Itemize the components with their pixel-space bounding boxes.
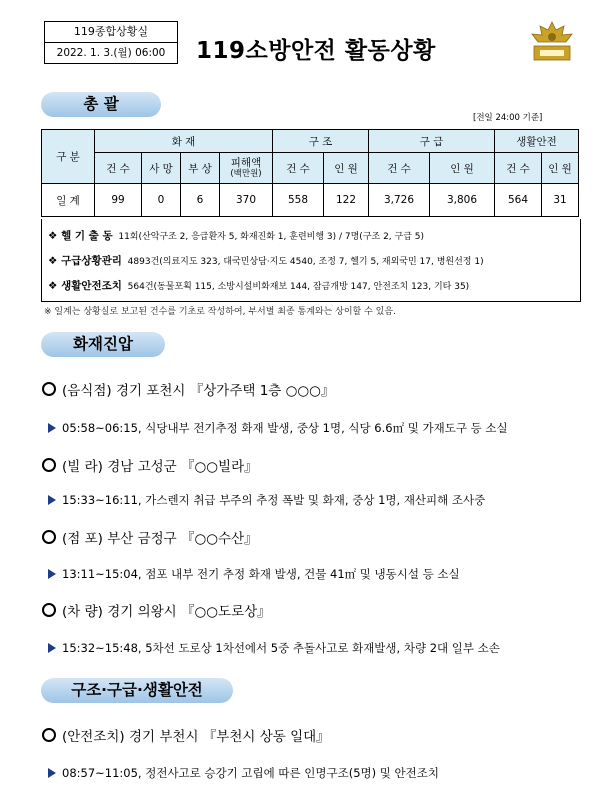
- fire-cases: 99: [95, 184, 142, 217]
- col-fire-deaths: 사 망: [142, 153, 181, 184]
- ems-cases: 3,726: [369, 184, 430, 217]
- note-label: ❖ 헬 기 출 동: [48, 230, 113, 242]
- circle-bullet-icon: [42, 603, 56, 617]
- summary-table: [41, 129, 579, 217]
- group-ems: 구 급: [369, 130, 495, 153]
- note-helicopter: [48, 228, 424, 243]
- circle-bullet-icon: [42, 382, 56, 396]
- list-item-detail: [48, 566, 460, 582]
- rescue-cases: 558: [273, 184, 324, 217]
- note-label: ❖ 생활안전조치: [48, 280, 122, 292]
- group-safety: 생활안전: [495, 130, 579, 153]
- item-title: (차 량) 경기 의왕시 『○○도로상』: [62, 604, 271, 620]
- col-safety-cases: 건 수: [495, 153, 542, 184]
- row-label: 일 계: [42, 184, 95, 217]
- triangle-bullet-icon: [48, 423, 56, 433]
- list-item: [42, 725, 330, 745]
- safety-cases: 564: [495, 184, 542, 217]
- list-item-detail: [48, 492, 485, 508]
- basis-time: [전일 24:00 기준]: [473, 113, 543, 123]
- col-rescue-cases: 건 수: [273, 153, 324, 184]
- note-text: 564건(동물포획 115, 소방시설비화재보 144, 잠금개방 147, 안전조치 123, 기타 35): [127, 282, 470, 292]
- list-item: [42, 600, 271, 620]
- list-item-detail: [48, 765, 439, 781]
- circle-bullet-icon: [42, 530, 56, 544]
- col-fire-damage: [220, 153, 273, 184]
- item-detail: 13:11~15:04, 점포 내부 전기 추정 화재 발생, 건물 41㎡ 및 냉동시설 등 소실: [62, 567, 460, 581]
- item-detail: 15:33~16:11, 가스렌지 취급 부주의 추정 폭발 및 화재, 중상 1명, 재산피해 조사중: [62, 493, 486, 507]
- item-detail: 08:57~11:05, 정전사고로 승강기 고립에 따른 인명구조(5명) 및 안전조치: [62, 766, 439, 780]
- col-fire-damage-label: 피해액: [230, 157, 262, 169]
- page-title: 119소방안전 활동상황: [196, 38, 436, 64]
- report-header-box: [44, 21, 178, 64]
- item-title: (안전조치) 경기 부천시 『부천시 상동 일대』: [62, 729, 330, 745]
- table-row: [42, 184, 579, 217]
- list-item-detail: [48, 420, 508, 436]
- note-ems-management: [48, 253, 484, 268]
- item-detail: 05:58~06:15, 식당내부 전기추정 화재 발생, 중상 1명, 식당 6.6㎡ 및 가재도구 등 소실: [62, 421, 508, 435]
- col-safety-persons: 인 원: [542, 153, 579, 184]
- note-safety-actions: [48, 278, 469, 293]
- fire-damage: 370: [220, 184, 273, 217]
- item-title: (빌 라) 경남 고성군 『○○빌라』: [62, 459, 258, 475]
- item-title: (음식점) 경기 포천시 『상가주택 1층 ○○○』: [62, 383, 335, 399]
- circle-bullet-icon: [42, 458, 56, 472]
- summary-notes: [41, 219, 581, 302]
- item-detail: 15:32~15:48, 5차선 도로상 1차선에서 5중 추돌사고로 화재발생, 차량 2대 일부 소손: [62, 641, 500, 655]
- col-fire-cases: 건 수: [95, 153, 142, 184]
- triangle-bullet-icon: [48, 495, 56, 505]
- triangle-bullet-icon: [48, 768, 56, 778]
- col-ems-cases: 건 수: [369, 153, 430, 184]
- group-rescue: 구 조: [273, 130, 369, 153]
- list-item: [42, 379, 334, 399]
- note-label: ❖ 구급상황관리: [48, 255, 122, 267]
- office-name: 119종합상황실: [73, 25, 149, 38]
- rescue-persons: 122: [324, 184, 369, 217]
- circle-bullet-icon: [42, 728, 56, 742]
- fire-section-heading: 화재진압: [41, 332, 165, 357]
- col-fire-injuries: 부 상: [181, 153, 220, 184]
- note-text: 4893건(의료지도 323, 대국민상담·지도 4540, 조정 7, 헬기 5, 재외국민 17, 병원선정 1): [127, 257, 484, 267]
- group-fire: 화 재: [95, 130, 273, 153]
- rescue-section-heading: 구조·구급·생활안전: [41, 678, 233, 703]
- safety-persons: 31: [542, 184, 579, 217]
- col-rescue-persons: 인 원: [324, 153, 369, 184]
- col-fire-damage-unit: (백만원): [230, 169, 262, 179]
- fire-injuries: 6: [181, 184, 220, 217]
- report-datetime: 2022. 1. 3.(월) 06:00: [45, 42, 177, 63]
- triangle-bullet-icon: [48, 569, 56, 579]
- col-ems-persons: 인 원: [430, 153, 495, 184]
- triangle-bullet-icon: [48, 643, 56, 653]
- row-label-header: 구 분: [42, 130, 95, 184]
- fire-agency-emblem-icon: [528, 20, 576, 66]
- item-title: (점 포) 부산 금정구 『○○수산』: [62, 531, 258, 547]
- summary-heading: 총 괄: [41, 92, 161, 117]
- list-item: [42, 455, 258, 475]
- list-item: [42, 527, 258, 547]
- footnote: ※ 일계는 상황실로 보고된 건수를 기초로 작성하여, 부서별 최종 통계와는 상이할 수 있음.: [44, 307, 396, 317]
- note-text: 11회(산악구조 2, 응급환자 5, 화재진화 1, 훈련비행 3) / 7명(구조 2, 구급 5): [118, 232, 424, 242]
- list-item-detail: [48, 640, 500, 656]
- fire-deaths: 0: [142, 184, 181, 217]
- ems-persons: 3,806: [430, 184, 495, 217]
